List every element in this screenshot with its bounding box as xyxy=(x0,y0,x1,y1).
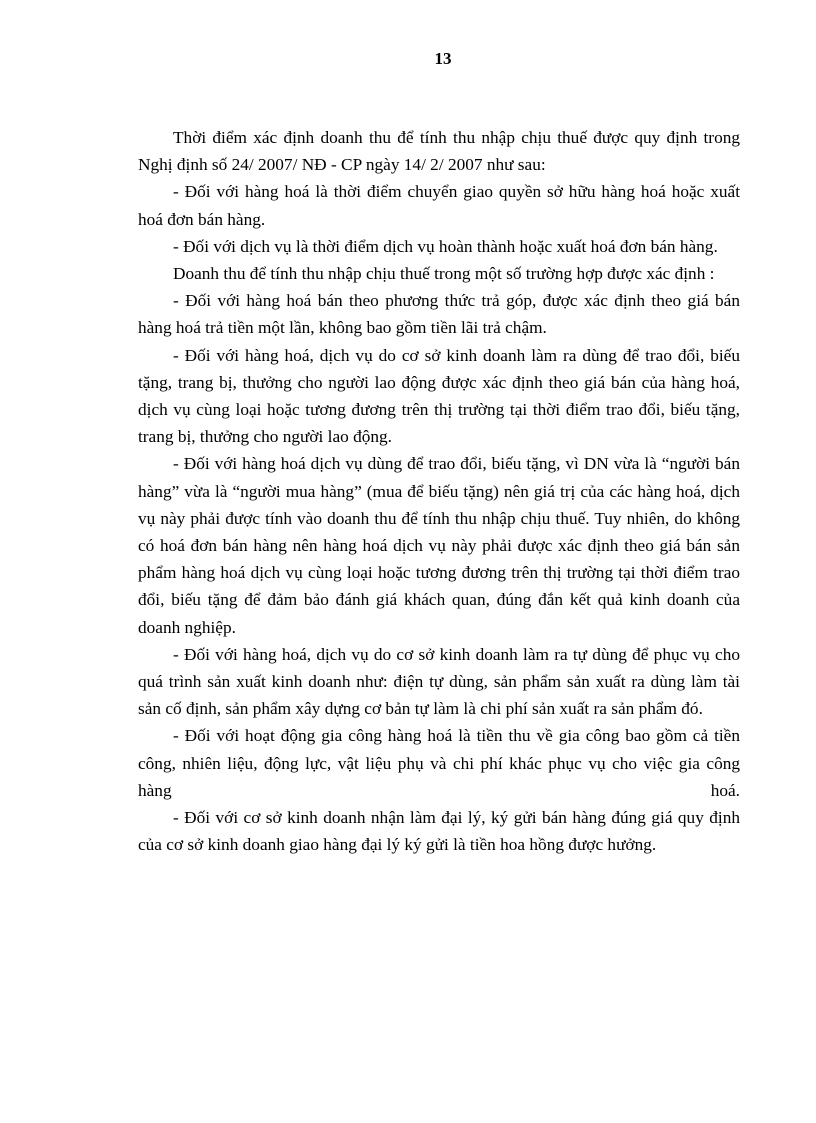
paragraph-services: - Đối với dịch vụ là thời điểm dịch vụ hoàn thành hoặc xuất hoá đơn bán hàng. xyxy=(173,236,718,256)
document-body xyxy=(138,124,740,858)
paragraph-exchange-gifts: - Đối với hàng hoá, dịch vụ do cơ sở kinh doanh làm ra dùng để trao đổi, biếu tặng, trang bị, thưởng cho người lao động được xác định theo giá bán của hàng hoá, dịch vụ cùng loại hoặc tương đương trên thị trường tại thời điểm trao đổi, biếu tặng, trang bị, thưởng cho người lao động. xyxy=(138,345,740,447)
page-number: 13 xyxy=(434,49,452,68)
paragraph-agency: - Đối với cơ sở kinh doanh nhận làm đại lý, ký gửi bán hàng đúng giá quy định của cơ sở kinh doanh giao hàng đại lý ký gửi là tiền hoa hồng được hưởng. xyxy=(138,808,740,855)
paragraph-self-use: - Đối với hàng hoá, dịch vụ do cơ sở kinh doanh làm ra tự dùng để phục vụ cho quá trình sản xuất kinh doanh như: điện tự dùng, sản phẩm sản xuất ra dùng làm tài sản cố định, sản phẩm xây dựng cơ bản tự làm là chi phí sản xuất ra sản phẩm đó. xyxy=(138,644,740,719)
paragraph-revenue-timing: Thời điểm xác định doanh thu để tính thu nhập chịu thuế được quy định trong Nghị định số 24/ 2007/ NĐ - CP ngày 14/ 2/ 2007 như sau: xyxy=(138,128,740,175)
paragraph-processing: - Đối với hoạt động gia công hàng hoá là tiền thu về gia công bao gồm cả tiền công, nhiên liệu, động lực, vật liệu phụ và chi phí khác phục vụ cho việc gia công hàng hoá. xyxy=(138,726,740,800)
paragraph-exchange-detail: - Đối với hàng hoá dịch vụ dùng để trao đổi, biếu tặng, vì DN vừa là “người bán hàng” vừa là “người mua hàng” (mua để biếu tặng) nên giá trị của các hàng hoá, dịch vụ này phải được tính vào doanh thu để tính thu nhập chịu thuế. Tuy nhiên, do không có hoá đơn bán hàng nên hàng hoá dịch vụ này phải được xác định theo giá bán sản phẩm hàng hoá dịch vụ cùng loại hoặc tương đương trên thị trường tại thời điểm trao đổi, biếu tặng để đảm bảo đánh giá khách quan, đúng đắn kết quả kinh doanh của doanh nghiệp. xyxy=(138,454,740,637)
paragraph-installment: - Đối với hàng hoá bán theo phương thức trả góp, được xác định theo giá bán hàng hoá trả tiền một lần, không bao gồm tiền lãi trả chậm. xyxy=(138,291,740,338)
paragraph-revenue-cases: Doanh thu để tính thu nhập chịu thuế trong một số trường hợp được xác định : xyxy=(173,264,715,284)
paragraph-goods: - Đối với hàng hoá là thời điểm chuyển giao quyền sở hữu hàng hoá hoặc xuất hoá đơn bán hàng. xyxy=(138,182,740,229)
